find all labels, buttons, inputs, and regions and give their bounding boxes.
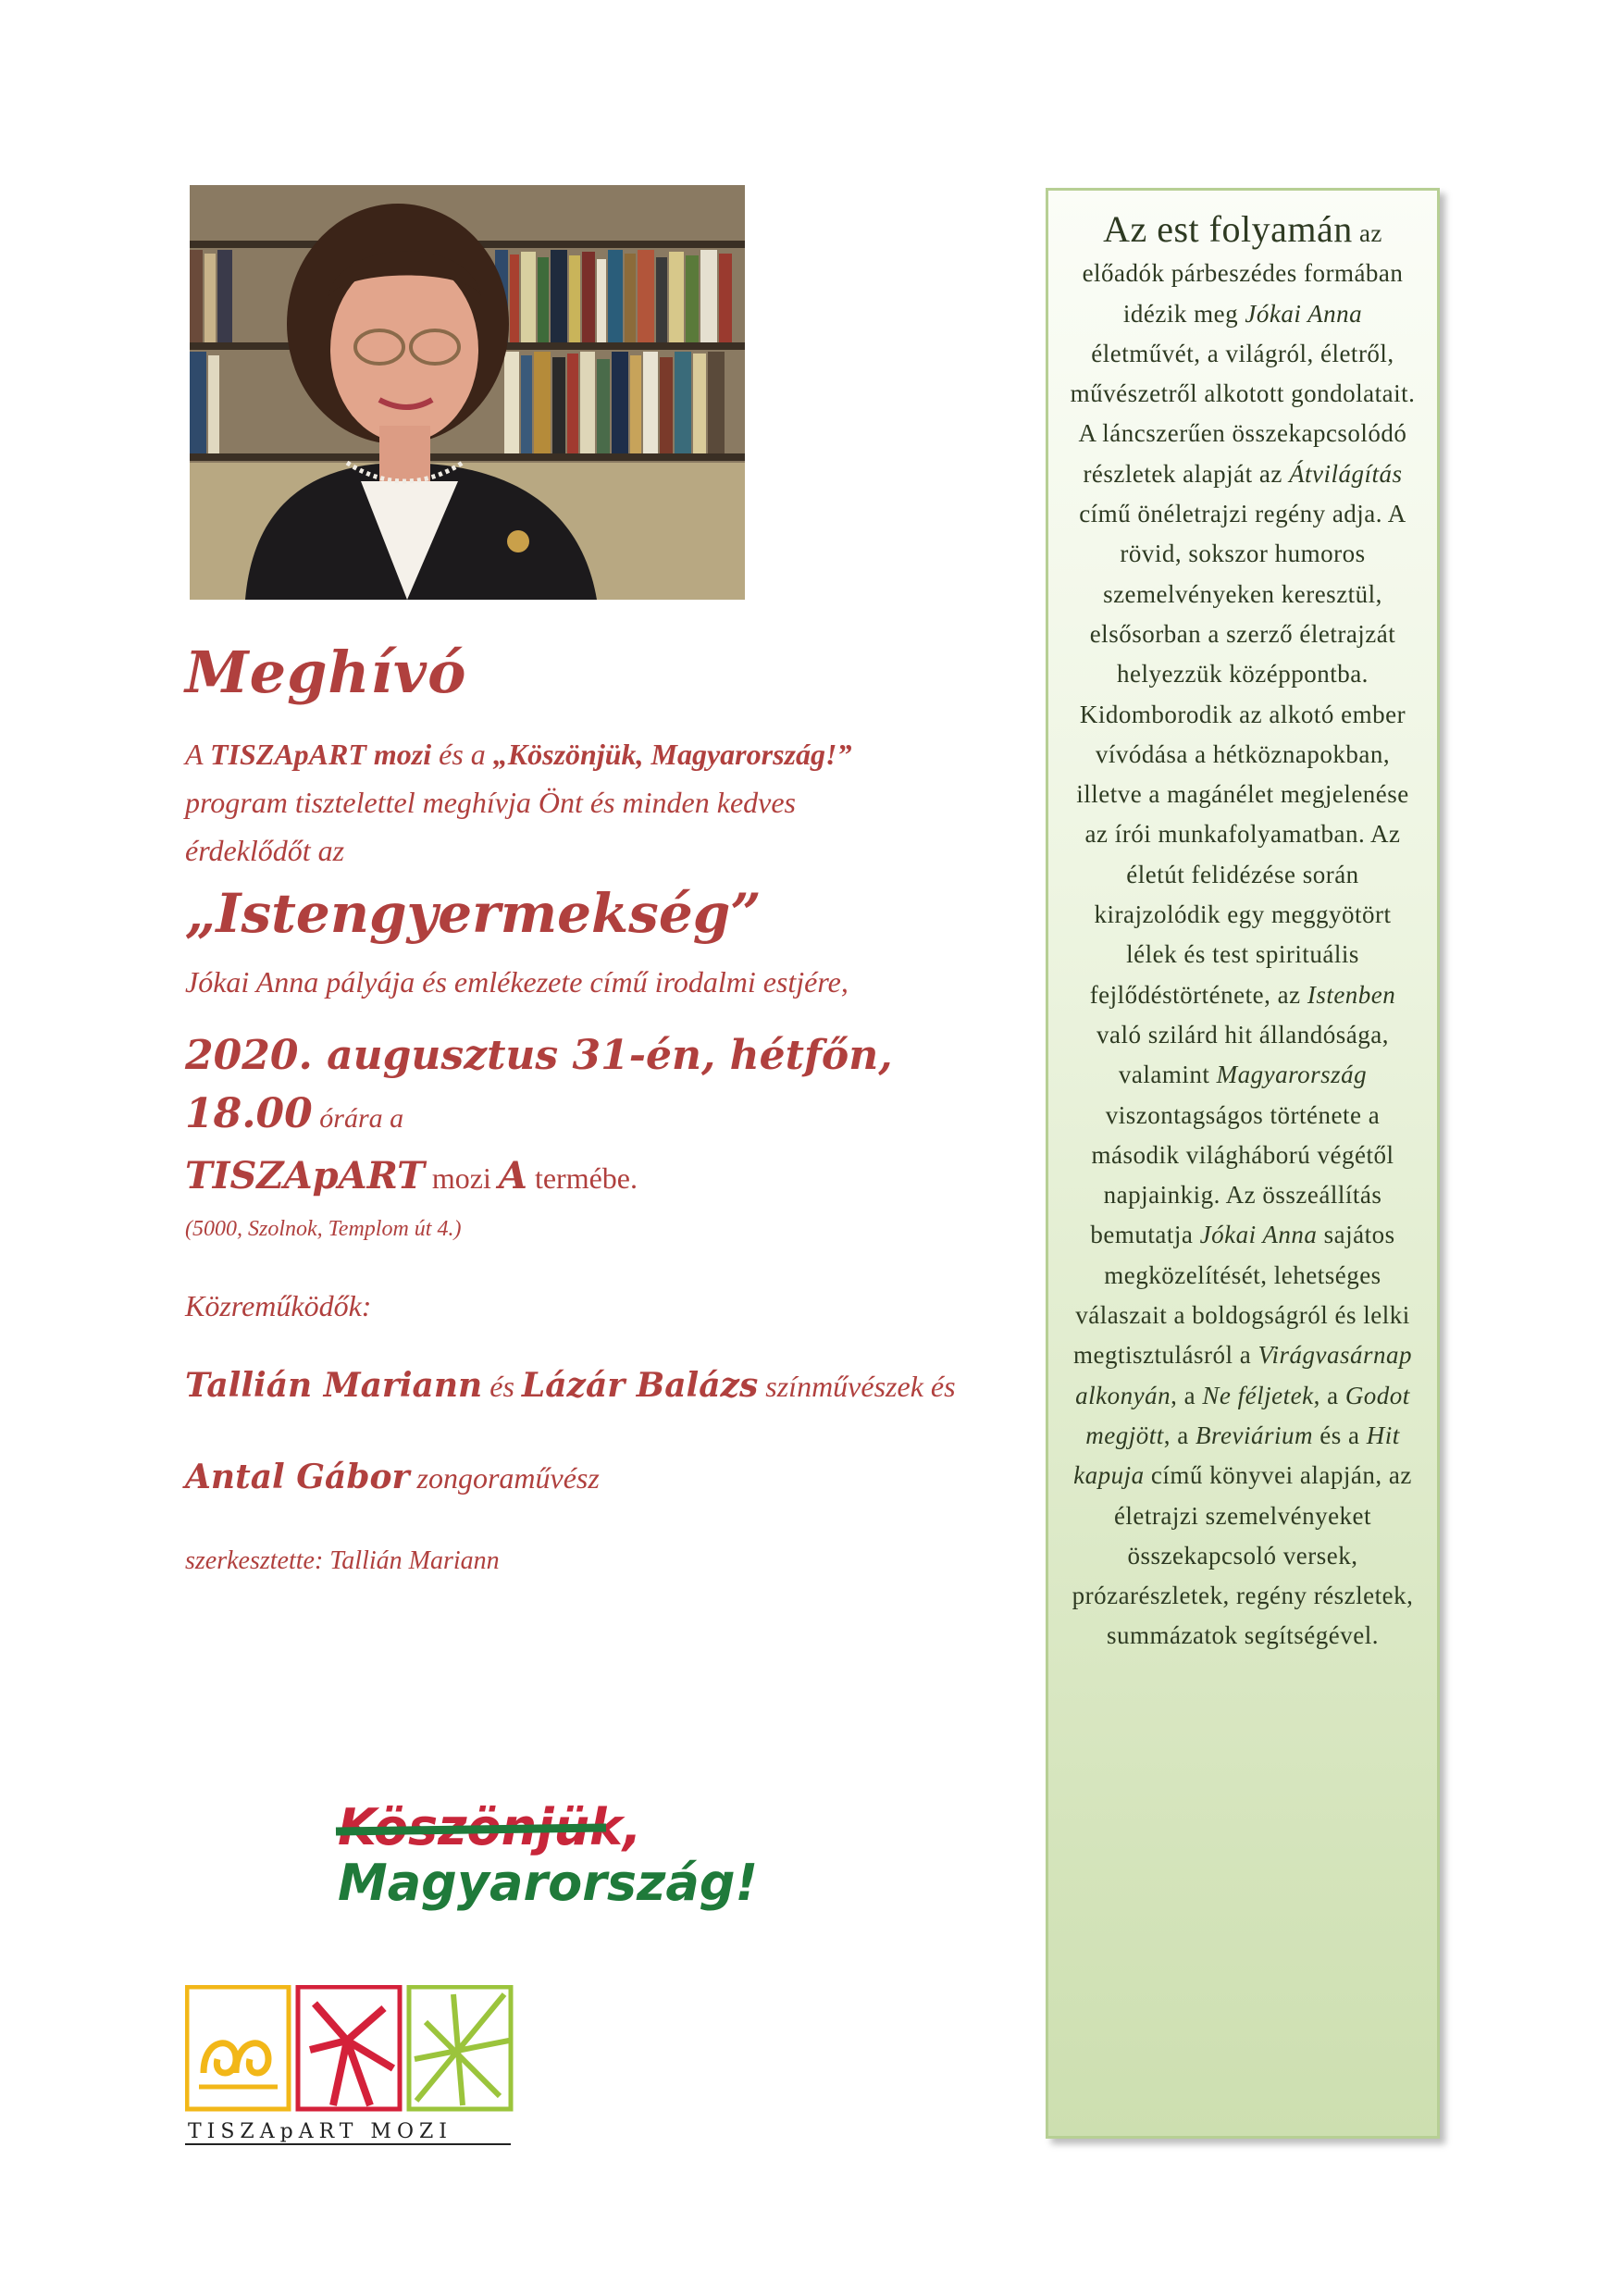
description-part-4: való szilárd hit állandósága, valamint (1096, 1020, 1389, 1089)
description-part-3: című önéletrajzi regény adja. A rövid, sokszor humoros szemelvényeken keresztül, elsősorban a szerző életrajzát helyezzük középpontba. Kidomborodik az alkotó ember vívódása a hétköznapokban, illetve a magánélet megjelenése az írói munkafolyamatban. Az életút felidézése során kirajzolódik egy meggyötört lélek és test spirituális fejlődéstörténete, az (1076, 500, 1409, 1009)
event-subtitle: Jókai Anna pályája és emlékezete című irodalmi estjére, (185, 965, 849, 999)
intro-line-2: program tisztelettel meghívja Önt és minden kedves (185, 786, 796, 819)
description-part-11: című könyvei alapján, az életrajzi szemelvényeket összekapcsoló versek, prózarészletek, regény részletek, summázatok segítségével. (1072, 1461, 1414, 1650)
event-title: „Istengyermekség” (185, 882, 762, 945)
event-description-text (1048, 191, 1437, 1657)
venue-line (185, 1147, 999, 1208)
description-jokai-1: Jókai Anna (1245, 299, 1363, 328)
venue-hall: A (498, 1154, 527, 1198)
event-description-panel (1046, 188, 1440, 2139)
venue-address: (5000, Szolnok, Templom út 4.) (185, 1217, 462, 1241)
description-istenben: Istenben (1307, 980, 1396, 1009)
event-date: 2020. augusztus 31-én, hétfőn, 18.00 (185, 1032, 893, 1137)
performer-and: és (482, 1370, 522, 1403)
description-part-1: az előadók párbeszédes formában idézik meg (1082, 219, 1404, 328)
description-breviarium: Breviárium (1196, 1421, 1313, 1449)
intro-line-3: érdeklődőt az (185, 834, 345, 867)
description-hit-kapuja: Hit kapuja (1073, 1421, 1400, 1490)
tiszapart-logo-label: TISZApART MOZI (188, 2120, 452, 2143)
description-lead: Az est folyamán (1103, 208, 1353, 250)
intro-cinema-name: TISZApART (209, 738, 366, 771)
editor-credit: szerkesztette: Tallián Mariann (185, 1546, 500, 1575)
intro-pre: A (185, 738, 210, 771)
description-part-5: viszontagságos története a második világháború végétől napjainkig. Az összeállítás bemutatja (1090, 1100, 1394, 1249)
performer-2: Lázár Balázs (521, 1366, 759, 1405)
performer-role-2: zongoraművész (409, 1461, 600, 1495)
description-part-7: , a (1171, 1381, 1203, 1409)
koszonjuk-logo-line2: Magyarország! (338, 1854, 759, 1912)
venue-suffix: termébe. (527, 1161, 638, 1195)
date-line (185, 1028, 999, 1147)
portrait-image (190, 185, 745, 600)
intro-mid: és a (431, 738, 493, 771)
koszonjuk-strike-mark (336, 1828, 606, 1831)
invitation-title: Meghívó (185, 639, 467, 706)
description-part-8: , a (1313, 1381, 1345, 1409)
description-part-9: , a (1163, 1421, 1196, 1449)
venue-cinema: TISZApART (185, 1154, 425, 1198)
description-godot: Godot megjött (1085, 1381, 1410, 1449)
description-viragvasarnap: Virágvasárnap alkonyán (1075, 1341, 1412, 1409)
description-ne-feljetek: Ne féljetek (1202, 1381, 1314, 1409)
intro-line-1 (185, 730, 999, 778)
performers-line-2 (185, 1449, 999, 1506)
date-suffix: órára a (312, 1103, 404, 1134)
performer-3: Antal Gábor (185, 1458, 410, 1496)
performer-1: Tallián Mariann (185, 1366, 483, 1405)
koszonjuk-magyarorszag-logo (328, 1791, 884, 1920)
performers-label: Közreműködők: (185, 1289, 372, 1322)
koszonjuk-logo-line1: Köszönjük, (338, 1798, 642, 1856)
description-part-10: és a (1312, 1421, 1367, 1449)
description-part-6: sajátos megközelítését, lehetséges válaszait a boldogságról és lelki megtisztulásról a (1073, 1221, 1410, 1370)
intro-cinema-word: mozi (365, 738, 432, 771)
description-magyarorszag: Magyarország (1216, 1061, 1368, 1089)
tiszapart-mozi-logo (185, 1985, 518, 2147)
description-jokai-2: Jókai Anna (1199, 1221, 1318, 1249)
performers-line-1 (185, 1358, 999, 1414)
performer-role-1: színművészek és (758, 1370, 956, 1403)
author-photo (190, 185, 745, 600)
logo-tile-yellow (187, 1987, 289, 2109)
logo-tile-green (409, 1987, 511, 2109)
description-part-2: életművét, a világról, életről, művészetről alkotott gondolatait. A láncszerűen összekapcsolódó részletek alapját az (1070, 339, 1416, 488)
venue-mozi: mozi (424, 1161, 499, 1195)
description-atvilagitas: Átvilágítás (1289, 459, 1403, 488)
intro-program-name: „Köszönjük, Magyarország!” (492, 738, 852, 771)
logo-tile-red (298, 1987, 400, 2109)
invitation-content (185, 639, 999, 1585)
